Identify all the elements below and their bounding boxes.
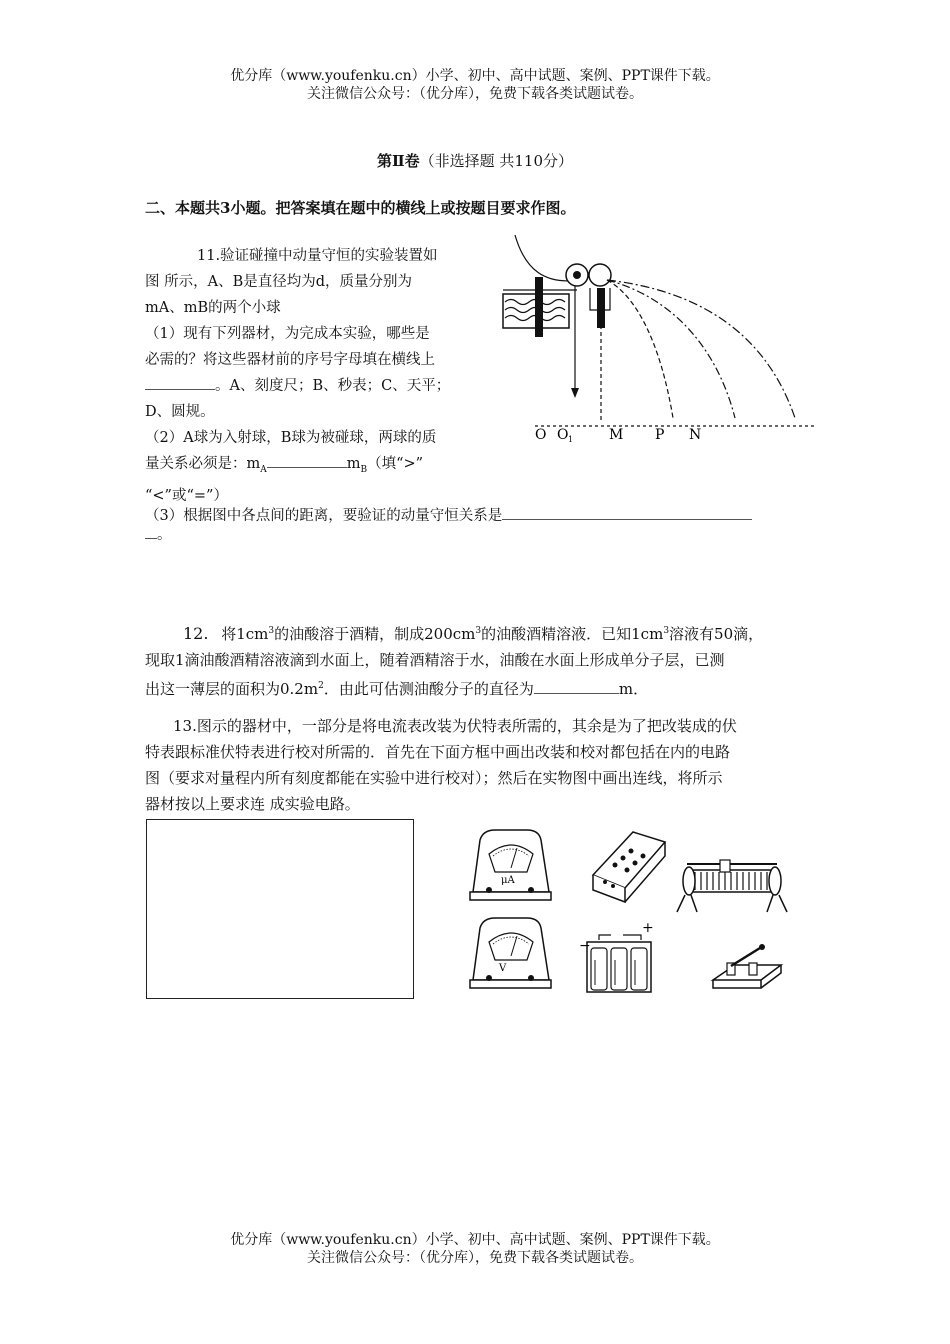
q12-line-3 bbox=[145, 673, 825, 702]
q11-line-11: （3）根据图中各点间的距离，要验证的动量守恒关系是 bbox=[145, 508, 503, 524]
q11-answer-blank-3-cont bbox=[145, 522, 157, 539]
q12-sup-1: 3 bbox=[268, 626, 275, 636]
header-line-2: 关注微信公众号：（优分库），免费下载各类试题试卷。 bbox=[307, 86, 643, 102]
q11-sub-b: B bbox=[360, 464, 368, 475]
q12-sup-2: 3 bbox=[475, 626, 482, 636]
clamp-post bbox=[535, 277, 543, 337]
q12-sup-area: 2 bbox=[318, 681, 324, 691]
q11-line-12-text: 。 bbox=[157, 527, 172, 543]
q12-t2: 的油酸溶于酒精，制成200cm bbox=[274, 625, 476, 643]
section-heading: 二、本题共3小题。把答案填在题中的横线上或按题目要求作图。 bbox=[145, 199, 576, 217]
q12-t4: 溶液有50滴， bbox=[669, 625, 764, 643]
part-title-sub: （非选择题 共110分） bbox=[419, 152, 574, 170]
voltmeter[interactable] bbox=[470, 918, 551, 988]
battery-minus-label: − bbox=[579, 938, 591, 954]
label-p: P bbox=[655, 427, 665, 443]
q11-line-9-mid: m bbox=[346, 456, 361, 472]
q11-answer-blank-3[interactable] bbox=[502, 503, 752, 520]
q11-line-9-pre: 量关系必须是：m bbox=[145, 456, 261, 472]
ball-b bbox=[589, 264, 611, 286]
footer-line-2: 关注微信公众号：（优分库），免费下载各类试题试卷。 bbox=[307, 1250, 643, 1266]
trajectory-p bbox=[607, 280, 735, 418]
label-o1-sub: 1 bbox=[568, 435, 574, 444]
q12-t1: 将1cm bbox=[221, 625, 269, 643]
q12-number: 12. bbox=[183, 624, 209, 643]
q12-line-3-post: m． bbox=[618, 680, 649, 698]
label-m: M bbox=[609, 427, 624, 443]
voltmeter-label: V bbox=[499, 963, 507, 974]
circuit-diagram-box[interactable] bbox=[146, 819, 414, 999]
equipment-illustrations bbox=[465, 820, 800, 1000]
q11-line-9-post: （填“>” bbox=[367, 456, 424, 472]
knife-switch[interactable] bbox=[713, 944, 781, 988]
microammeter[interactable] bbox=[470, 830, 551, 900]
q11-line-6 bbox=[145, 373, 505, 399]
q12-sup-3: 3 bbox=[663, 626, 670, 636]
label-n: N bbox=[689, 427, 702, 443]
q11-line-3: mA、mB的两个小球 bbox=[145, 300, 281, 316]
part-title bbox=[0, 150, 950, 171]
q11-line-2: 图 所示，A、B是直径均为d，质量分别为 bbox=[145, 274, 413, 290]
question-11 bbox=[145, 243, 505, 509]
q11-answer-blank-1[interactable] bbox=[145, 373, 215, 390]
resistance-box[interactable] bbox=[593, 832, 665, 902]
q12-line-2: 现取1滴油酸酒精溶液滴到水面上，随着酒精溶于水，油酸在水面上形成单分子层，已测 bbox=[145, 651, 725, 669]
q11-line-12 bbox=[145, 522, 172, 548]
q11-answer-blank-2[interactable] bbox=[267, 451, 347, 468]
support-stand bbox=[597, 288, 605, 328]
rheostat[interactable] bbox=[677, 860, 787, 912]
q11-line-8: （2）A球为入射球，B球为被碰球，两球的质 bbox=[145, 430, 437, 446]
q11-sub-a: A bbox=[260, 464, 267, 475]
q13-line-4: 器材按以上要求连 成实验电路。 bbox=[145, 795, 360, 813]
q13-line-2: 特表跟标准伏特表进行校对所需的．首先在下面方框中画出改装和校对都包括在内的电路 bbox=[145, 743, 731, 761]
q12-answer-blank[interactable] bbox=[534, 677, 619, 694]
q11-line-4: （1）现有下列器材，为完成本实验，哪些是 bbox=[145, 326, 430, 342]
question-12 bbox=[145, 618, 825, 702]
footer-line-1: 优分库（www.youfenku.cn）小学、初中、高中试题、案例、PPT课件下载。 bbox=[230, 1232, 720, 1248]
q11-line-9 bbox=[145, 451, 505, 483]
q12-line-3-pre: 出这一薄层的面积为0.2m bbox=[145, 680, 319, 698]
q11-line-10: “<”或“=”） bbox=[145, 487, 228, 504]
q12-line-3-mid: ．由此可估测油酸分子的直径为 bbox=[323, 680, 534, 698]
header-line-1: 优分库（www.youfenku.cn）小学、初中、高中试题、案例、PPT课件下载。 bbox=[230, 68, 720, 84]
q12-t3: 的油酸酒精溶液．已知1cm bbox=[481, 625, 664, 643]
battery-plus-label: + bbox=[642, 920, 654, 936]
label-o: O bbox=[535, 427, 547, 443]
microammeter-label: μA bbox=[501, 875, 515, 886]
label-o1: O bbox=[557, 427, 569, 443]
q11-line-1: 11.验证碰撞中动量守恒的实验装置如 bbox=[197, 248, 438, 264]
q13-line-1: 13.图示的器材中，一部分是将电流表改装为伏特表所需的，其余是为了把改装成的伏 bbox=[173, 717, 737, 735]
q11-line-6-text: 。A、刻度尺；B、秒表；C、天平； bbox=[215, 378, 451, 394]
collision-apparatus-diagram bbox=[495, 230, 820, 445]
q13-line-3: 图（要求对量程内所有刻度都能在实验中进行校对）；然后在实物图中画出连线，将所示 bbox=[145, 769, 723, 787]
trajectory-m bbox=[607, 280, 673, 418]
q11-line-5: 必需的？将这些器材前的序号字母填在横线上 bbox=[145, 352, 435, 368]
q11-part-3 bbox=[145, 503, 825, 529]
trajectory-n bbox=[607, 280, 795, 418]
question-13 bbox=[145, 713, 825, 817]
plumb-arrow bbox=[571, 388, 579, 398]
ball-a-center bbox=[573, 271, 581, 279]
part-title-main: 第Ⅱ卷 bbox=[376, 152, 420, 170]
q11-line-7: D、圆规。 bbox=[145, 404, 215, 420]
battery-pack[interactable] bbox=[579, 920, 654, 992]
q12-line-1 bbox=[145, 618, 825, 647]
